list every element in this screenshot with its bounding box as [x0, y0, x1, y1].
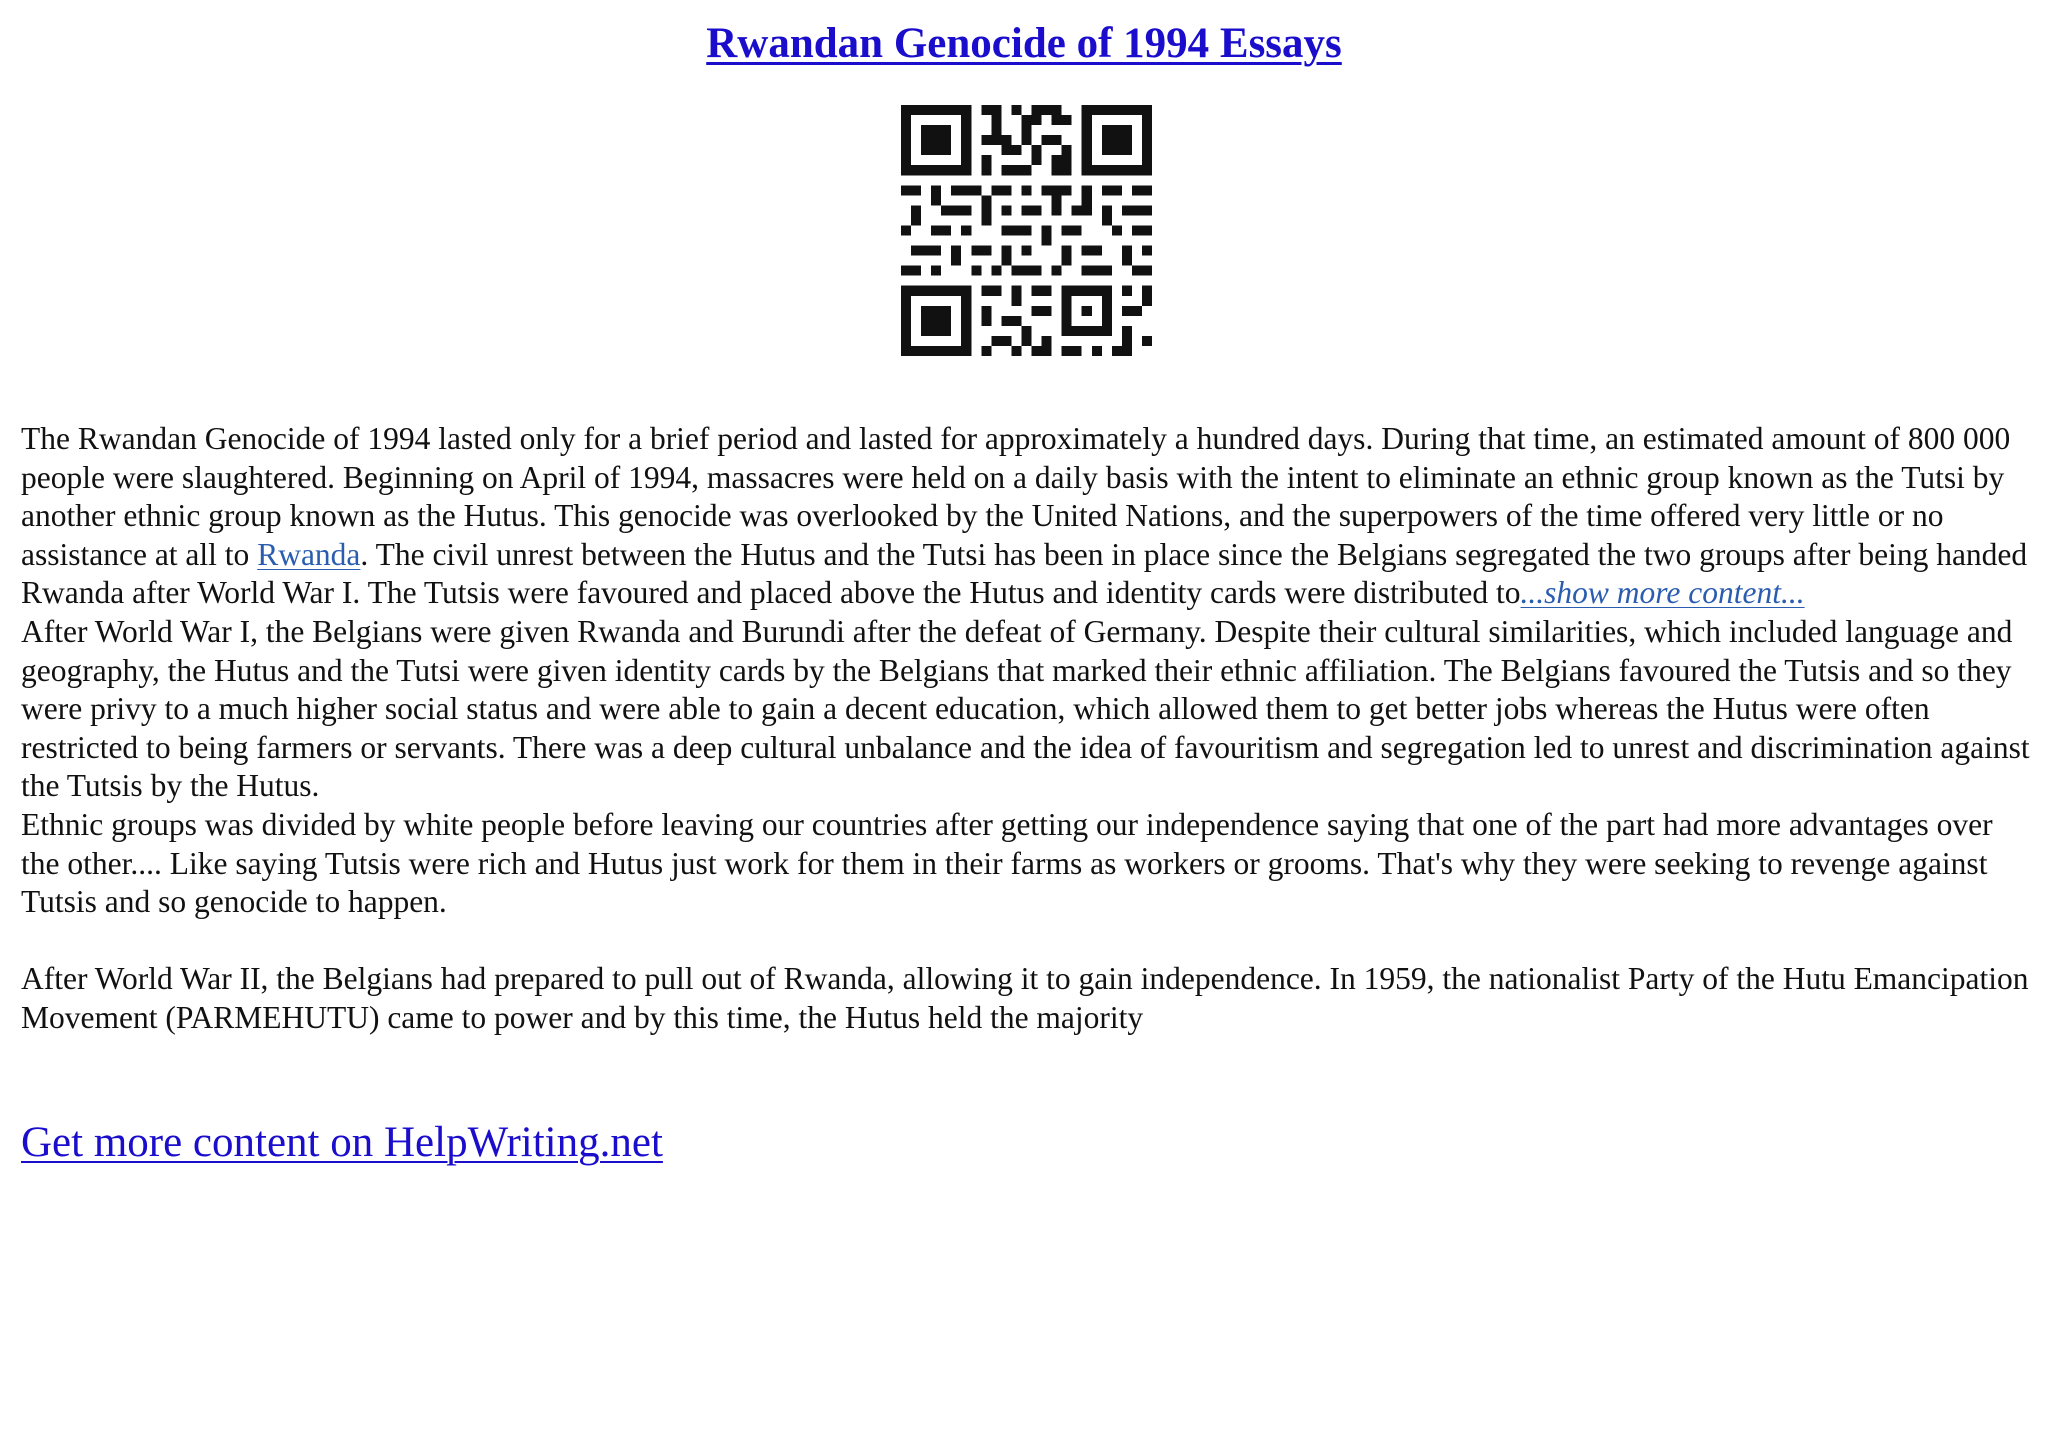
title-link[interactable]: Rwandan Genocide of 1994 Essays — [706, 20, 1342, 67]
paragraph-belgian-rule: After World War I, the Belgians were given Rwanda and Burundi after the defeat of Germany. Despite their cultural similarities, which included language and geography, the Hutus and the Tutsi were given identity cards by the Belgians that marked their ethnic affiliation. The Belgians favoured the Tutsis and so they were privy to a much higher social status and were able to gain a decent education, which allowed them to get better jobs whereas the Hutus were often restricted to being farmers or servants. There was a deep cultural unbalance and the idea of favouritism and segregation led to unrest and discrimination against the Tutsis by the Hutus. — [21, 613, 2030, 804]
article-body — [21, 420, 2031, 1038]
paragraph-ethnic-division: Ethnic groups was divided by white people before leaving our countries after getting our independence saying that one of the part had more advantages over the other.... Like saying Tutsis were rich and Hutus just work for them in their farms as workers or grooms. That's why they were seeking to revenge against Tutsis and so genocide to happen. — [21, 806, 1993, 920]
qr-code-icon — [901, 105, 1152, 356]
paragraph-intro-text-continued: . The civil unrest between the Hutus and the Tutsi has been in place since the Belgians segregated the two groups after being handed Rwanda after World War I. The Tutsis were favoured and placed above the Hutus and identity cards were distributed to — [21, 536, 2028, 611]
paragraph-intro — [21, 420, 2031, 613]
paragraph-independence: After World War II, the Belgians had prepared to pull out of Rwanda, allowing it to gain independence. In 1959, the nationalist Party of the Hutu Emancipation Movement (PARMEHUTU) came to power and by this time, the Hutus held the majority — [21, 961, 2029, 1035]
page-title — [0, 18, 2048, 70]
paragraph-spacer — [21, 922, 2031, 961]
footer-cta — [21, 1117, 663, 1169]
show-more-link[interactable]: ...show more content... — [1520, 575, 1805, 611]
paragraph-intro-text: The Rwandan Genocide of 1994 lasted only for a brief period and lasted for approximately a hundred days. During that time, an estimated amount of 800 000 people were slaughtered. Beginning on April of 1994, massacres were held on a daily basis with the intent to eliminate an ethnic group known as the Tutsi by another ethnic group known as the Hutus. This genocide was overlooked by the United Nations, and the superpowers of the time offered very little or no assistance at all to — [21, 421, 2011, 572]
rwanda-link[interactable]: Rwanda — [257, 536, 361, 572]
helpwriting-link[interactable]: Get more content on HelpWriting.net — [21, 1119, 663, 1166]
